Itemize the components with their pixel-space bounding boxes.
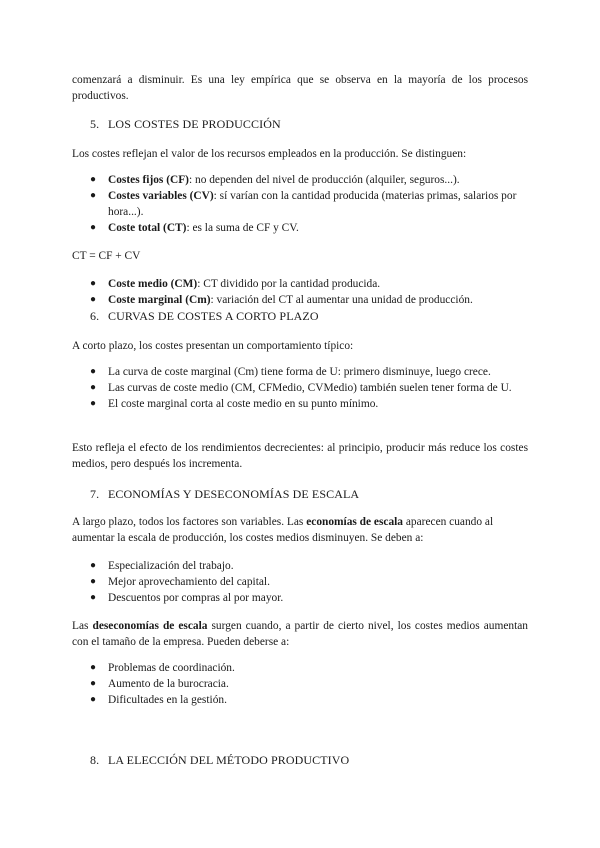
term: Costes variables (CV) [108, 190, 214, 202]
bullet-icon: ● [90, 174, 97, 185]
section-7-list-1 [90, 558, 530, 606]
list-item [90, 188, 530, 220]
item-text: Descuentos por compras al por mayor. [108, 592, 284, 604]
item-text: Problemas de coordinación. [108, 662, 235, 674]
section-7-paragraph-2 [72, 618, 528, 650]
list-item [90, 396, 530, 412]
section-6-title: CURVAS DE COSTES A CORTO PLAZO [108, 309, 319, 323]
item-text: Especialización del trabajo. [108, 560, 234, 572]
item-text: Mejor aprovechamiento del capital. [108, 576, 270, 588]
section-7-list-2 [90, 660, 530, 708]
bullet-icon: ● [90, 382, 97, 393]
list-item [90, 172, 530, 188]
paragraph-text: A largo plazo, todos los factores son variables. Las [72, 516, 307, 528]
term: deseconomías de escala [92, 620, 208, 632]
list-item [90, 692, 530, 708]
section-5-list-2 [90, 276, 530, 308]
section-7-number: 7. [90, 487, 100, 501]
formula: CT = CF + CV [72, 250, 141, 262]
section-5-heading [90, 116, 281, 132]
bullet-icon: ● [90, 678, 97, 689]
list-item [90, 276, 530, 292]
bullet-icon: ● [90, 576, 97, 587]
section-5-list [90, 172, 530, 236]
section-6-number: 6. [90, 309, 100, 323]
description: : no dependen del nivel de producción (alquiler, seguros...). [188, 174, 460, 186]
list-item [90, 292, 530, 308]
list-item [90, 380, 530, 396]
term: Costes fijos (CF) [108, 174, 189, 186]
list-item [90, 574, 530, 590]
section-7-title: ECONOMÍAS Y DESECONOMÍAS DE ESCALA [108, 487, 360, 501]
term: economías de escala [306, 516, 404, 528]
section-7-heading [90, 486, 359, 502]
item-text: Las curvas de coste medio (CM, CFMedio, CVMedio) también suelen tener forma de U. [108, 382, 512, 394]
bullet-icon: ● [90, 560, 97, 571]
section-5-title: LOS COSTES DE PRODUCCIÓN [108, 117, 281, 131]
list-item [90, 676, 530, 692]
bullet-icon: ● [90, 366, 97, 377]
term: Coste marginal (Cm) [108, 294, 211, 306]
intro-line-1: comenzará a disminuir. Es una ley empírica que se observa en la mayoría de los procesos [72, 74, 528, 86]
bullet-icon: ● [90, 592, 97, 603]
description: : CT dividido por la cantidad producida. [197, 278, 381, 290]
list-item [90, 558, 530, 574]
bullet-icon: ● [90, 294, 97, 305]
paragraph-text: aparecen cuando al aumentar la escala de producción, los costes medios disminuyen. Se deben a: [72, 516, 494, 544]
paragraph-text: surgen cuando, a partir de cierto nivel, los costes medios aumentan con el tamaño de la empresa. Pueden deberse a: [72, 620, 528, 648]
description: : sí varían con la cantidad producida (materias primas, salarios por hora...). [108, 190, 517, 218]
section-6-heading [90, 308, 319, 324]
section-6-intro: A corto plazo, los costes presentan un comportamiento típico: [72, 340, 354, 352]
bullet-icon: ● [90, 190, 97, 201]
section-8-number: 8. [90, 753, 100, 767]
bullet-icon: ● [90, 694, 97, 705]
item-text: La curva de coste marginal (Cm) tiene forma de U: primero disminuye, luego crece. [108, 366, 491, 378]
description: : es la suma de CF y CV. [186, 222, 299, 234]
section-6-list [90, 364, 530, 412]
item-text: Dificultades en la gestión. [108, 694, 227, 706]
bullet-icon: ● [90, 662, 97, 673]
section-5-intro: Los costes reflejan el valor de los recursos empleados en la producción. Se distinguen: [72, 148, 467, 160]
term: Coste medio (CM) [108, 278, 198, 290]
list-item [90, 364, 530, 380]
section-8-heading [90, 752, 349, 768]
section-5-number: 5. [90, 117, 100, 131]
list-item [90, 590, 530, 606]
intro-line-2: productivos. [72, 90, 129, 102]
description: : variación del CT al aumentar una unidad de producción. [210, 294, 473, 306]
section-8-title: LA ELECCIÓN DEL MÉTODO PRODUCTIVO [108, 753, 350, 767]
section-7-paragraph-1 [72, 514, 530, 546]
list-item [90, 220, 530, 236]
bullet-icon: ● [90, 278, 97, 289]
term: Coste total (CT) [108, 222, 187, 234]
item-text: El coste marginal corta al coste medio en su punto mínimo. [108, 398, 379, 410]
item-text: Aumento de la burocracia. [108, 678, 229, 690]
section-6-closing: Esto refleja el efecto de los rendimientos decrecientes: al principio, producir más reduce los costes medios, pero después los incrementa. [72, 442, 528, 470]
bullet-icon: ● [90, 398, 97, 409]
list-item [90, 660, 530, 676]
intro-paragraph [72, 72, 528, 104]
paragraph-text: Las [72, 620, 93, 632]
bullet-icon: ● [90, 222, 97, 233]
